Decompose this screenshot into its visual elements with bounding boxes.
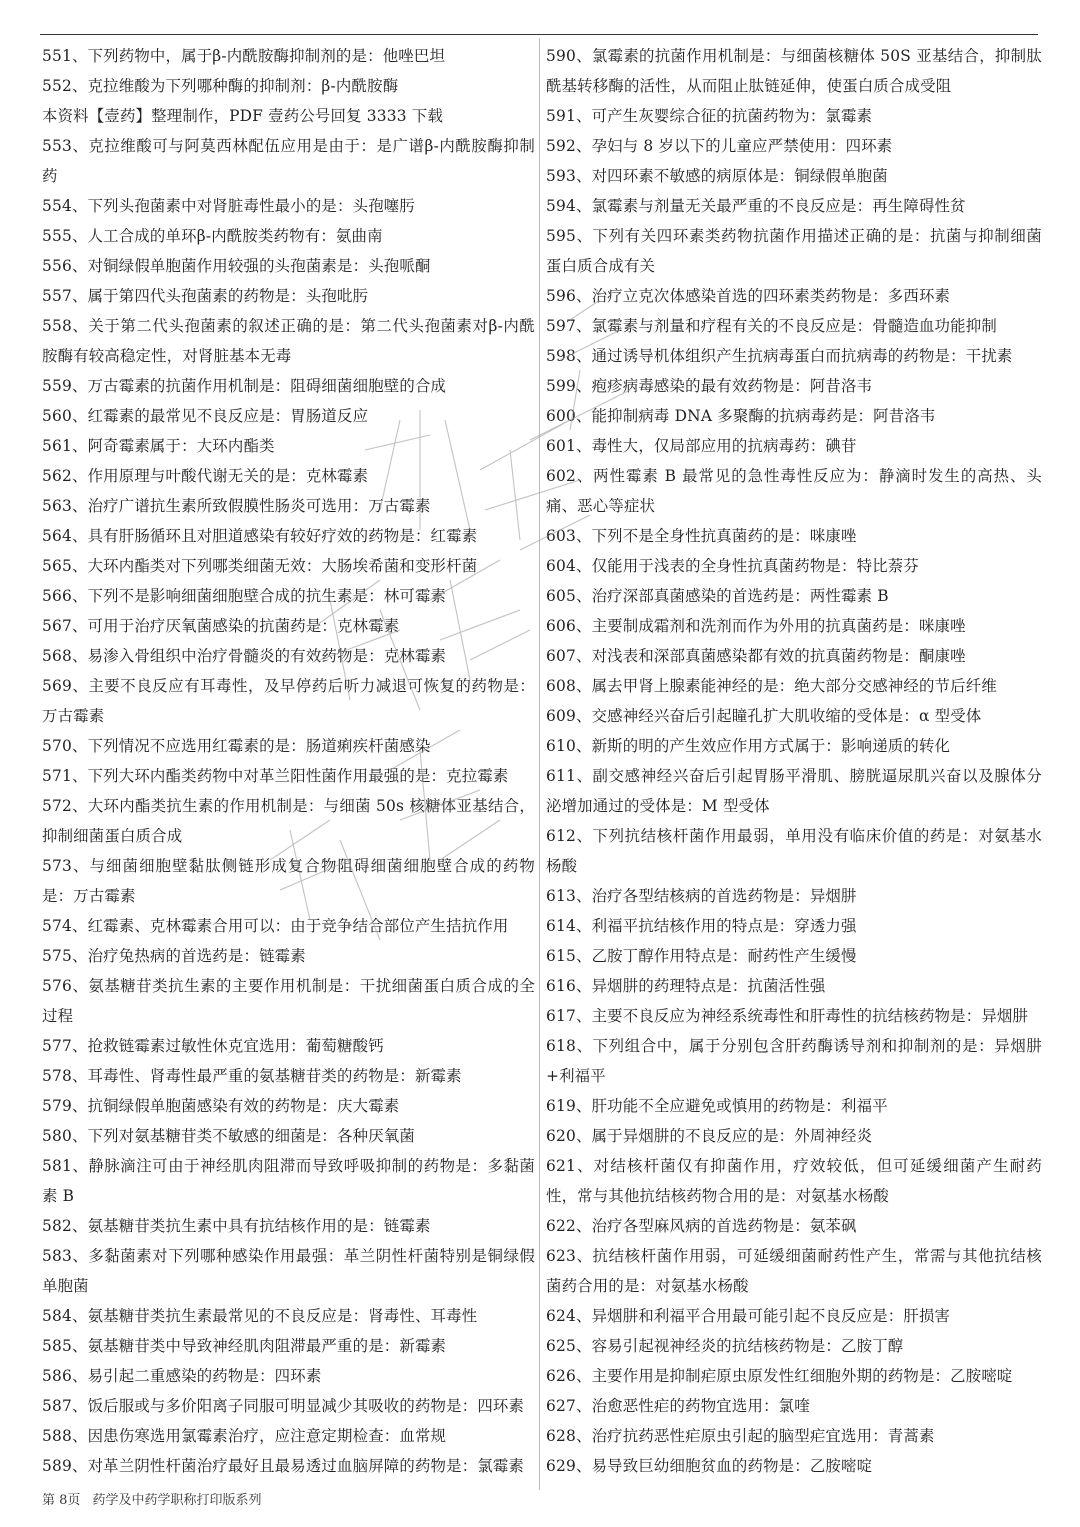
list-item: 626、主要作用是抑制疟原虫原发性红细胞外期的药物是：乙胺嘧啶 [546, 1367, 1013, 1385]
list-item: 563、治疗广谱抗生素所致假膜性肠炎可选用：万古霉素 [42, 497, 431, 515]
list-item: 623、抗结核杆菌作用弱，可延缓细菌耐药性产生，常需与其他抗结核菌药合用的是：对氨基水杨酸 [546, 1247, 1042, 1295]
list-item: 587、饭后服或与多价阳离子同服可明显减少其吸收的药物是：四环素 [42, 1397, 525, 1415]
list-item: 551、下列药物中，属于β-内酰胺酶抑制剂的是：他唑巴坦 [42, 47, 446, 65]
list-item: 607、对浅表和深部真菌感染都有效的抗真菌药物是：酮康唑 [546, 647, 966, 665]
list-item: 581、静脉滴注可由于神经肌肉阻滞而导致呼吸抑制的药物是：多黏菌素 B [42, 1157, 535, 1205]
list-item: 624、异烟肼和利福平合用最可能引起不良反应是：肝损害 [546, 1307, 951, 1325]
list-item: 613、治疗各型结核病的首选药物是：异烟肼 [546, 887, 857, 905]
list-item: 622、治疗各型麻风病的首选药物是：氨苯砜 [546, 1217, 857, 1235]
list-item: 562、作用原理与叶酸代谢无关的是：克林霉素 [42, 467, 369, 485]
list-item: 600、能抑制病毒 DNA 多聚酶的抗病毒药是：阿昔洛韦 [546, 407, 936, 425]
list-item: 575、治疗兔热病的首选药是：链霉素 [42, 947, 306, 965]
list-item: 608、属去甲肾上腺素能神经的是：绝大部分交感神经的节后纤维 [546, 677, 997, 695]
list-item: 570、下列情况不应选用红霉素的是：肠道痢疾杆菌感染 [42, 737, 431, 755]
list-item: 580、下列对氨基糖苷类不敏感的细菌是：各种厌氧菌 [42, 1127, 415, 1145]
list-item: 553、克拉维酸可与阿莫西林配伍应用是由于：是广谱β-内酰胺酶抑制药 [42, 137, 535, 185]
list-item: 605、治疗深部真菌感染的首选药是：两性霉素 B [546, 587, 889, 605]
list-item: 564、具有肝肠循环且对胆道感染有较好疗效的药物是：红霉素 [42, 527, 478, 545]
list-item: 627、治愈恶性疟的药物宜选用：氯喹 [546, 1397, 810, 1415]
list-item: 589、对革兰阴性杆菌治疗最好且最易透过血脑屏障的药物是：氯霉素 [42, 1457, 525, 1475]
list-item: 585、氨基糖苷类中导致神经肌肉阻滞最严重的是：新霉素 [42, 1337, 447, 1355]
list-item: 625、容易引起视神经炎的抗结核药物是：乙胺丁醇 [546, 1337, 904, 1355]
list-item: 619、肝功能不全应避免或慎用的药物是：利福平 [546, 1097, 888, 1115]
list-item: 629、易导致巨幼细胞贫血的药物是：乙胺嘧啶 [546, 1457, 873, 1475]
page-number: 第 8页 [42, 1493, 81, 1508]
list-item: 577、抢救链霉素过敏性休克宜选用：葡萄糖酸钙 [42, 1037, 384, 1055]
top-rule [40, 34, 1038, 35]
list-item: 628、治疗抗药恶性疟原虫引起的脑型疟宜选用：青蒿素 [546, 1427, 935, 1445]
list-item: 560、红霉素的最常见不良反应是：胃肠道反应 [42, 407, 369, 425]
list-item: 583、多黏菌素对下列哪种感染作用最强：革兰阴性杆菌特别是铜绿假单胞菌 [42, 1247, 535, 1295]
list-item: 565、大环内酯类对下列哪类细菌无效：大肠埃希菌和变形杆菌 [42, 557, 478, 575]
list-item: 591、可产生灰婴综合征的抗菌药物为：氯霉素 [546, 107, 873, 125]
list-item: 598、通过诱导机体组织产生抗病毒蛋白而抗病毒的药物是：干扰素 [546, 347, 1013, 365]
list-item: 602、两性霉素 B 最常见的急性毒性反应为：静滴时发生的高热、头痛、恶心等症状 [546, 467, 1042, 515]
right-column [546, 41, 1042, 1481]
list-item: 601、毒性大，仅局部应用的抗病毒药：碘苷 [546, 437, 857, 455]
list-item: 559、万古霉素的抗菌作用机制是：阻碍细菌细胞壁的合成 [42, 377, 447, 395]
page-footer [42, 1490, 270, 1512]
list-item: 554、下列头孢菌素中对肾脏毒性最小的是：头孢噻肟 [42, 197, 415, 215]
list-item: 596、治疗立克次体感染首选的四环素类药物是：多西环素 [546, 287, 951, 305]
list-item: 586、易引起二重感染的药物是：四环素 [42, 1367, 322, 1385]
list-item: 582、氨基糖苷类抗生素中具有抗结核作用的是：链霉素 [42, 1217, 431, 1235]
list-item: 617、主要不良反应为神经系统毒性和肝毒性的抗结核药物是：异烟肼 [546, 1007, 1029, 1025]
list-item: 557、属于第四代头孢菌素的药物是：头孢吡肟 [42, 287, 369, 305]
list-item: 566、下列不是影响细菌细胞壁合成的抗生素是：林可霉素 [42, 587, 447, 605]
list-item: 568、易渗入骨组织中治疗骨髓炎的有效药物是：克林霉素 [42, 647, 447, 665]
list-item: 612、下列抗结核杆菌作用最弱，单用没有临床价值的药是：对氨基水杨酸 [546, 827, 1042, 875]
column-divider [539, 38, 540, 1490]
list-item: 616、异烟肼的药理特点是：抗菌活性强 [546, 977, 826, 995]
list-item: 611、副交感神经兴奋后引起胃肠平滑肌、膀胱逼尿肌兴奋以及腺体分泌增加通过的受体是：M 型受体 [546, 767, 1042, 815]
list-item: 610、新斯的明的产生效应作用方式属于：影响递质的转化 [546, 737, 951, 755]
list-item: 593、对四环素不敏感的病原体是：铜绿假单胞菌 [546, 167, 888, 185]
series-title: 药学及中药学职称打印版系列 [92, 1493, 262, 1508]
list-item: 574、红霉素、克林霉素合用可以：由于竞争结合部位产生拮抗作用 [42, 917, 509, 935]
list-item: 603、下列不是全身性抗真菌药的是：咪康唑 [546, 527, 857, 545]
list-item: 595、下列有关四环素类药物抗菌作用描述正确的是：抗菌与抑制细菌蛋白质合成有关 [546, 227, 1042, 275]
list-item: 614、利福平抗结核作用的特点是：穿透力强 [546, 917, 857, 935]
list-item: 599、疱疹病毒感染的最有效药物是：阿昔洛韦 [546, 377, 873, 395]
list-item: 558、关于第二代头孢菌素的叙述正确的是：第二代头孢菌素对β-内酰胺酶有较高稳定性，对肾脏基本无毒 [42, 317, 535, 365]
list-item: 576、氨基糖苷类抗生素的主要作用机制是：干扰细菌蛋白质合成的全过程 [42, 977, 535, 1025]
list-item: 561、阿奇霉素属于：大环内酯类 [42, 437, 275, 455]
list-item: 584、氨基糖苷类抗生素最常见的不良反应是：肾毒性、耳毒性 [42, 1307, 478, 1325]
list-item: 618、下列组合中，属于分别包含肝药酶诱导剂和抑制剂的是：异烟肼+利福平 [546, 1037, 1042, 1085]
list-item: 597、氯霉素与剂量和疗程有关的不良反应是：骨髓造血功能抑制 [546, 317, 997, 335]
list-item: 556、对铜绿假单胞菌作用较强的头孢菌素是：头孢哌酮 [42, 257, 431, 275]
list-item: 590、氯霉素的抗菌作用机制是：与细菌核糖体 50S 亚基结合，抑制肽酰基转移酶的活性，从而阻止肽链延伸，使蛋白质合成受阻 [546, 47, 1042, 95]
list-item: 620、属于异烟肼的不良反应的是：外周神经炎 [546, 1127, 873, 1145]
list-item: 588、因患伤寒选用氯霉素治疗，应注意定期检查：血常规 [42, 1427, 447, 1445]
list-item: 552、克拉维酸为下列哪种酶的抑制剂：β-内酰胺酶 [42, 77, 399, 95]
list-item: 615、乙胺丁醇作用特点是：耐药性产生缓慢 [546, 947, 857, 965]
list-item: 567、可用于治疗厌氧菌感染的抗菌药是：克林霉素 [42, 617, 400, 635]
list-item: 571、下列大环内酯类药物中对革兰阳性菌作用最强的是：克拉霉素 [42, 767, 509, 785]
list-item: 555、人工合成的单环β-内酰胺类药物有：氨曲南 [42, 227, 383, 245]
list-item: 606、主要制成霜剂和洗剂而作为外用的抗真菌药是：咪康唑 [546, 617, 966, 635]
list-item: 604、仅能用于浅表的全身性抗真菌药物是：特比萘芬 [546, 557, 919, 575]
list-item: 573、与细菌细胞壁黏肽侧链形成复合物阻碍细菌细胞壁合成的药物是：万古霉素 [42, 857, 535, 905]
left-column [42, 41, 535, 1481]
list-item: 621、对结核杆菌仅有抑菌作用，疗效较低，但可延缓细菌产生耐药性，常与其他抗结核药物合用的是：对氨基水杨酸 [546, 1157, 1042, 1205]
list-item: 594、氯霉素与剂量无关最严重的不良反应是：再生障碍性贫 [546, 197, 966, 215]
list-item: 578、耳毒性、肾毒性最严重的氨基糖苷类的药物是：新霉素 [42, 1067, 462, 1085]
source-note: 本资料【壹药】整理制作，PDF 壹药公号回复 3333 下载 [42, 107, 444, 125]
list-item: 609、交感神经兴奋后引起瞳孔扩大肌收缩的受体是：α 型受体 [546, 707, 982, 725]
list-item: 592、孕妇与 8 岁以下的儿童应严禁使用：四环素 [546, 137, 893, 155]
list-item: 579、抗铜绿假单胞菌感染有效的药物是：庆大霉素 [42, 1097, 400, 1115]
list-item: 572、大环内酯类抗生素的作用机制是：与细菌 50s 核糖体亚基结合，抑制细菌蛋白质合成 [42, 797, 535, 845]
list-item: 569、主要不良反应有耳毒性，及早停药后听力减退可恢复的药物是：万古霉素 [42, 677, 535, 725]
